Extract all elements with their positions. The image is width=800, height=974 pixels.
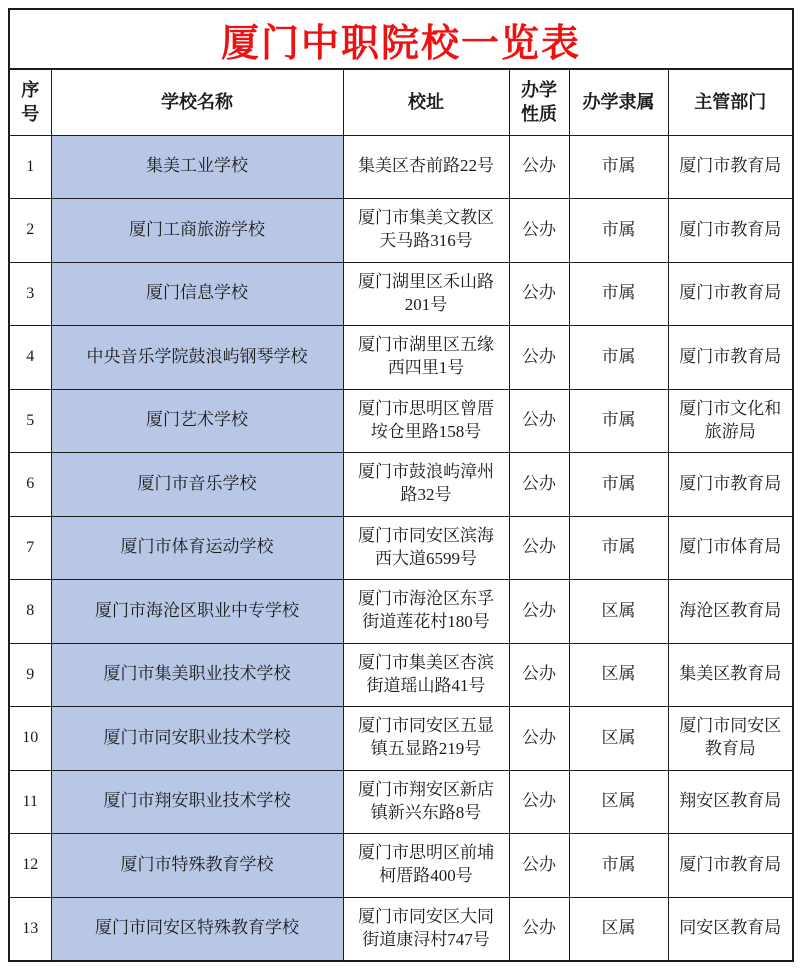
school-affiliation: 市属	[569, 199, 668, 263]
school-address: 厦门市鼓浪屿漳州路32号	[343, 453, 509, 517]
column-header-row	[9, 69, 793, 135]
school-address: 厦门市同安区滨海西大道6599号	[343, 516, 509, 580]
school-address: 厦门湖里区禾山路201号	[343, 262, 509, 326]
school-name: 厦门市集美职业技术学校	[51, 643, 343, 707]
school-name: 厦门艺术学校	[51, 389, 343, 453]
school-name: 厦门市同安职业技术学校	[51, 707, 343, 771]
col-header-school-name: 学校名称	[51, 69, 343, 135]
row-no: 12	[9, 834, 51, 898]
school-address: 厦门市海沧区东孚街道莲花村180号	[343, 580, 509, 644]
school-authority: 厦门市教育局	[668, 326, 793, 390]
table-row	[9, 643, 793, 707]
row-no: 13	[9, 897, 51, 961]
school-authority: 厦门市教育局	[668, 135, 793, 199]
school-nature: 公办	[509, 897, 569, 961]
table-row	[9, 707, 793, 771]
school-address: 厦门市思明区前埔柯厝路400号	[343, 834, 509, 898]
school-nature: 公办	[509, 199, 569, 263]
school-address: 厦门市翔安区新店镇新兴东路8号	[343, 770, 509, 834]
school-address: 厦门市思明区曾厝垵仓里路158号	[343, 389, 509, 453]
school-name: 厦门市同安区特殊教育学校	[51, 897, 343, 961]
school-affiliation: 市属	[569, 516, 668, 580]
row-no: 9	[9, 643, 51, 707]
school-nature: 公办	[509, 326, 569, 390]
school-nature: 公办	[509, 643, 569, 707]
table-row	[9, 897, 793, 961]
school-address: 厦门市集美区杏滨街道瑶山路41号	[343, 643, 509, 707]
row-no: 1	[9, 135, 51, 199]
school-address: 厦门市同安区五显镇五显路219号	[343, 707, 509, 771]
table-row	[9, 135, 793, 199]
col-header-nature: 办学性质	[509, 69, 569, 135]
row-no: 8	[9, 580, 51, 644]
title-row	[9, 9, 793, 69]
table-row	[9, 262, 793, 326]
col-header-authority: 主管部门	[668, 69, 793, 135]
table-row	[9, 199, 793, 263]
schools-table-page	[8, 8, 792, 962]
schools-table	[8, 8, 794, 962]
school-nature: 公办	[509, 580, 569, 644]
row-no: 2	[9, 199, 51, 263]
school-affiliation: 区属	[569, 897, 668, 961]
school-name: 中央音乐学院鼓浪屿钢琴学校	[51, 326, 343, 390]
school-authority: 厦门市教育局	[668, 453, 793, 517]
table-row	[9, 326, 793, 390]
school-affiliation: 区属	[569, 770, 668, 834]
school-authority: 厦门市教育局	[668, 262, 793, 326]
school-name: 厦门市海沧区职业中专学校	[51, 580, 343, 644]
col-header-affiliation: 办学隶属	[569, 69, 668, 135]
school-affiliation: 市属	[569, 453, 668, 517]
school-affiliation: 区属	[569, 580, 668, 644]
school-name: 厦门信息学校	[51, 262, 343, 326]
table-row	[9, 389, 793, 453]
school-affiliation: 市属	[569, 326, 668, 390]
school-nature: 公办	[509, 389, 569, 453]
school-name: 厦门市翔安职业技术学校	[51, 770, 343, 834]
school-affiliation: 区属	[569, 707, 668, 771]
school-name: 厦门工商旅游学校	[51, 199, 343, 263]
col-header-address: 校址	[343, 69, 509, 135]
school-authority: 海沧区教育局	[668, 580, 793, 644]
row-no: 5	[9, 389, 51, 453]
school-authority: 集美区教育局	[668, 643, 793, 707]
school-authority: 厦门市文化和旅游局	[668, 389, 793, 453]
school-affiliation: 市属	[569, 135, 668, 199]
school-nature: 公办	[509, 262, 569, 326]
school-name: 厦门市体育运动学校	[51, 516, 343, 580]
table-row	[9, 580, 793, 644]
school-affiliation: 市属	[569, 389, 668, 453]
table-row	[9, 516, 793, 580]
row-no: 10	[9, 707, 51, 771]
row-no: 11	[9, 770, 51, 834]
table-row	[9, 770, 793, 834]
school-name: 厦门市音乐学校	[51, 453, 343, 517]
school-nature: 公办	[509, 834, 569, 898]
school-affiliation: 市属	[569, 262, 668, 326]
school-authority: 翔安区教育局	[668, 770, 793, 834]
school-name: 集美工业学校	[51, 135, 343, 199]
school-authority: 厦门市教育局	[668, 834, 793, 898]
row-no: 3	[9, 262, 51, 326]
school-authority: 厦门市教育局	[668, 199, 793, 263]
school-authority: 同安区教育局	[668, 897, 793, 961]
row-no: 4	[9, 326, 51, 390]
school-affiliation: 市属	[569, 834, 668, 898]
school-address: 厦门市同安区大同街道康浔村747号	[343, 897, 509, 961]
table-row	[9, 453, 793, 517]
school-address: 集美区杏前路22号	[343, 135, 509, 199]
school-nature: 公办	[509, 135, 569, 199]
page-title: 厦门中职院校一览表	[9, 9, 793, 69]
school-nature: 公办	[509, 453, 569, 517]
school-nature: 公办	[509, 770, 569, 834]
school-nature: 公办	[509, 707, 569, 771]
school-address: 厦门市湖里区五缘西四里1号	[343, 326, 509, 390]
row-no: 7	[9, 516, 51, 580]
school-authority: 厦门市同安区教育局	[668, 707, 793, 771]
school-name: 厦门市特殊教育学校	[51, 834, 343, 898]
table-row	[9, 834, 793, 898]
school-authority: 厦门市体育局	[668, 516, 793, 580]
school-nature: 公办	[509, 516, 569, 580]
row-no: 6	[9, 453, 51, 517]
school-address: 厦门市集美文教区天马路316号	[343, 199, 509, 263]
school-affiliation: 区属	[569, 643, 668, 707]
col-header-no: 序号	[9, 69, 51, 135]
